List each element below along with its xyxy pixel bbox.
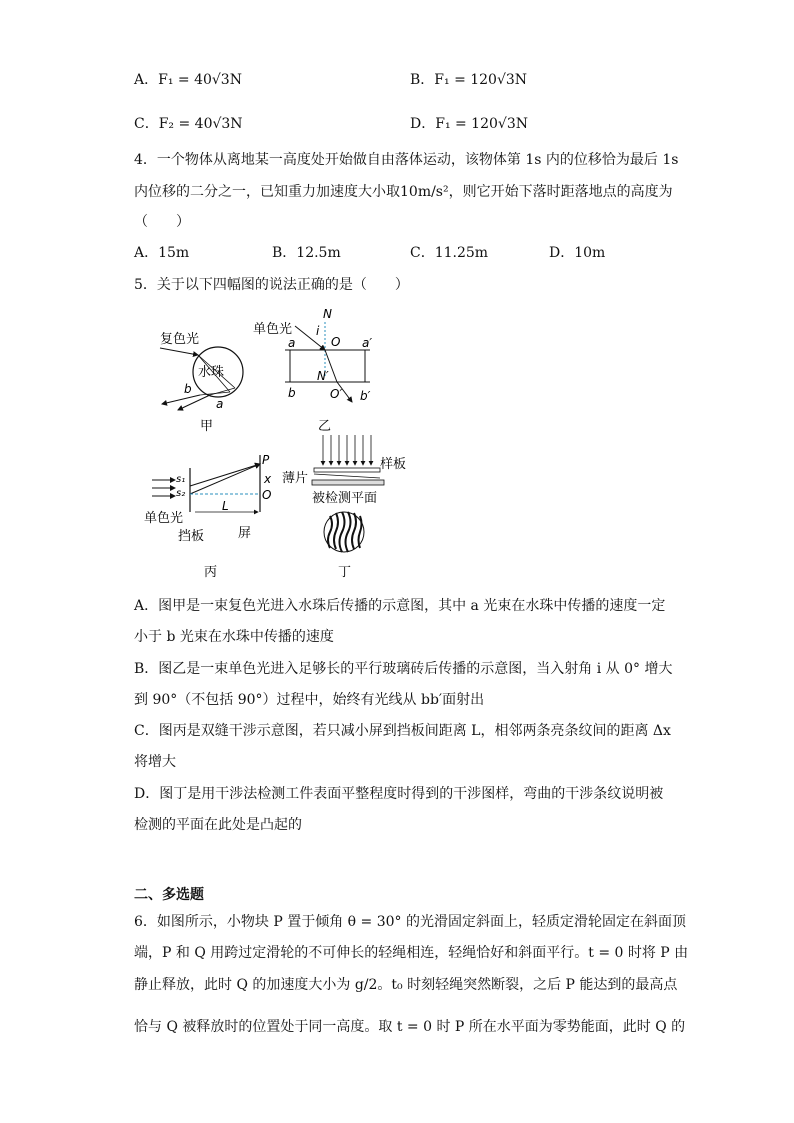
label-ding: 丁	[338, 565, 352, 580]
q6-line1: 6．如图所示，小物块 P 置于倾角 θ = 30° 的光滑固定斜面上，轻质定滑轮固定在斜面顶	[134, 914, 686, 930]
label-jia: 甲	[200, 419, 214, 434]
jia-incident-ray	[160, 348, 198, 355]
tested-plane	[312, 480, 384, 485]
label-a: a	[216, 397, 224, 411]
q4-option-b: B．12.5m	[272, 245, 341, 261]
q5-figure	[140, 300, 440, 590]
q4-option-c: C．11.25m	[410, 245, 489, 261]
label-baffle: 挡板	[178, 529, 205, 544]
q4-option-a: A．15m	[134, 245, 190, 261]
q5-option-a-line1: A．图甲是一束复色光进入水珠后传播的示意图，其中 a 光束在水珠中传播的速度一定	[134, 598, 666, 614]
q5-option-c-line2: 将增大	[134, 754, 176, 770]
label-screen: 屏	[238, 526, 252, 541]
figure-ding	[282, 435, 406, 580]
q4-stem-line1: 4．一个物体从离地某一高度处开始做自由落体运动，该物体第 1s 内的位移恰为最后 1s	[134, 152, 679, 168]
q4-stem-line3: （ ）	[134, 214, 190, 230]
label-L: L	[222, 499, 229, 513]
label-N-prime: N′	[317, 369, 329, 383]
label-compound-light: 复色光	[160, 332, 200, 347]
template-plate	[314, 468, 380, 472]
figure-bing	[144, 453, 272, 580]
label-mono-light: 单色光	[253, 322, 293, 337]
q5-option-d-line1: D．图丁是用干涉法检测工件表面平整程度时得到的干涉图样，弯曲的干涉条纹说明被	[134, 786, 664, 802]
q6-line4: 恰与 Q 被释放时的位置处于同一高度。取 t = 0 时 P 所在水平面为零势能面，此时 Q 的	[134, 1019, 686, 1035]
label-x: x	[264, 472, 272, 486]
q6-line3: 静止释放，此时 Q 的加速度大小为 g/2。t₀ 时刻轻绳突然断裂，之后 P 能达到的最高点	[134, 977, 678, 993]
label-i: i	[316, 324, 320, 338]
label-mono-light-bing: 单色光	[144, 511, 184, 526]
label-a-top: a	[288, 336, 296, 350]
label-b: b	[184, 382, 192, 396]
q5-option-a-line2: 小于 b 光束在水珠中传播的速度	[134, 629, 334, 645]
label-O-bing: O	[262, 488, 272, 502]
label-P: P	[262, 453, 270, 467]
q4-option-d: D．10m	[549, 245, 606, 261]
q3-option-b: B．F₁ = 120√3N	[410, 72, 528, 88]
label-yi: 乙	[318, 419, 332, 434]
label-tested-plane: 被检测平面	[312, 491, 378, 506]
q6-line2: 端，P 和 Q 用跨过定滑轮的不可伸长的轻绳相连，轻绳恰好和斜面平行。t = 0 时将 P 由	[134, 945, 689, 961]
label-water-ball: 水珠	[198, 365, 225, 380]
q5-option-b-line1: B．图乙是一束单色光进入足够长的平行玻璃砖后传播的示意图，当入射角 i 从 0° 增大	[134, 661, 673, 677]
label-bing: 丙	[204, 565, 218, 580]
figure-jia	[160, 331, 243, 434]
q3-option-a: A．F₁ = 40√3N	[134, 72, 242, 88]
label-a-prime: a′	[362, 336, 373, 350]
section-title-multiple-choice: 二、多选题	[134, 887, 204, 903]
label-s2: s₂	[176, 488, 186, 499]
q3-option-d: D．F₁ = 120√3N	[410, 116, 528, 132]
yi-incident-ray	[295, 326, 325, 350]
label-O-prime: O′	[330, 387, 343, 401]
label-thin-film: 薄片	[282, 471, 309, 486]
q5-option-c-line1: C．图丙是双缝干涉示意图，若只减小屏到挡板间距离 L，相邻两条亮条纹间的距离 Δx	[134, 723, 671, 739]
q5-stem: 5．关于以下四幅图的说法正确的是（ ）	[134, 277, 409, 293]
label-template: 样板	[380, 457, 407, 472]
q3-option-c: C．F₂ = 40√3N	[134, 116, 243, 132]
label-b-prime: b′	[360, 389, 371, 403]
label-O: O	[331, 335, 341, 349]
jia-ray-a	[178, 395, 210, 410]
q5-option-d-line2: 检测的平面在此处是凸起的	[134, 817, 302, 833]
q4-stem-line2: 内位移的二分之一，已知重力加速度大小取10m/s²，则它开始下落时距落地点的高度为	[134, 184, 673, 200]
q5-option-b-line2: 到 90°（不包括 90°）过程中，始终有光线从 bb′面射出	[134, 692, 485, 708]
figure-yi	[253, 307, 372, 434]
label-b-bottom: b	[288, 386, 296, 400]
label-N: N	[323, 307, 332, 321]
label-s1: s₁	[176, 474, 186, 485]
